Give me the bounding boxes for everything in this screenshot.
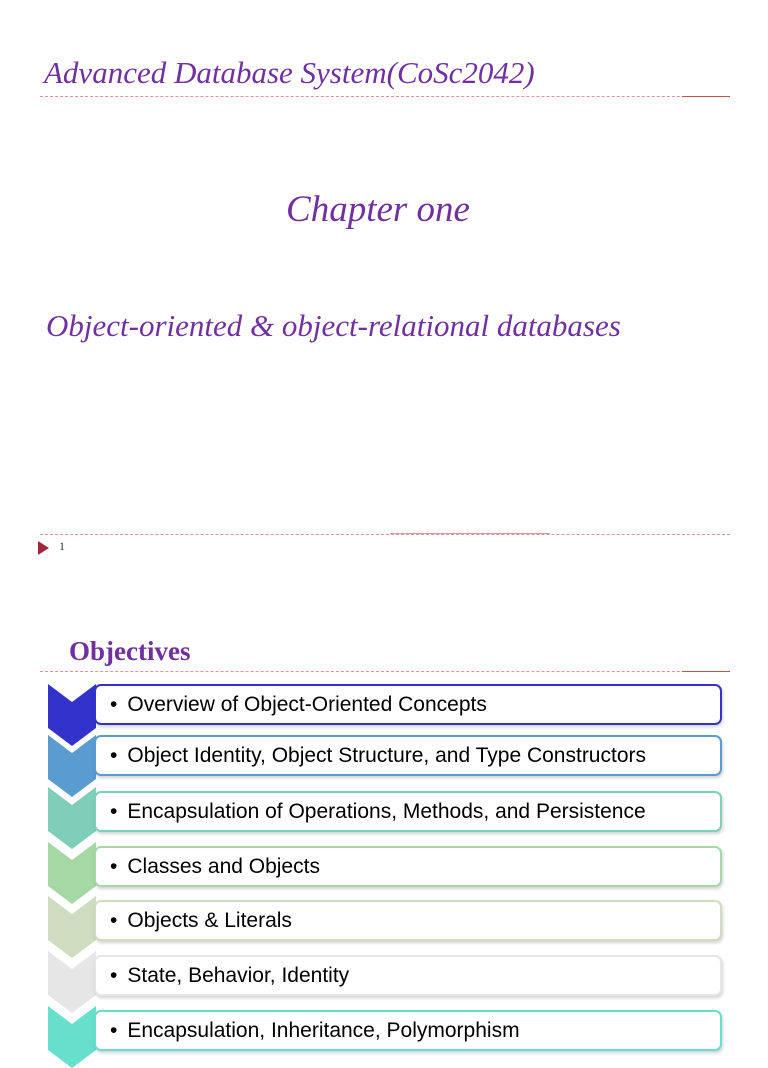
objectives-title: Objectives <box>69 636 191 666</box>
objective-chevron-icon <box>48 896 96 958</box>
objective-label: Encapsulation, Inheritance, Polymorphism <box>127 1018 520 1042</box>
bullet-icon: • <box>110 1018 118 1042</box>
objective-item <box>94 1010 722 1051</box>
chapter-heading: Chapter one <box>286 189 470 230</box>
bullet-icon: • <box>110 908 118 932</box>
title-divider <box>40 96 730 97</box>
course-title: Advanced Database System(CoSc2042) <box>44 55 535 90</box>
title-divider-accent <box>682 96 730 97</box>
footer-divider-accent <box>390 533 550 534</box>
bullet-icon: • <box>110 854 118 878</box>
objective-label: Encapsulation of Operations, Methods, and Persistence <box>127 799 646 823</box>
objective-chevron-icon <box>48 684 96 746</box>
objective-item <box>94 684 722 725</box>
bullet-icon: • <box>110 743 118 767</box>
objective-item <box>94 735 722 776</box>
objective-chevron-icon <box>48 1006 96 1068</box>
page-number: 1 <box>59 539 65 553</box>
objective-item <box>94 791 722 832</box>
objective-chevron-icon <box>48 951 96 1013</box>
objective-label: State, Behavior, Identity <box>127 963 350 987</box>
bullet-icon: • <box>110 963 118 987</box>
bullet-icon: • <box>110 692 118 716</box>
objective-item <box>94 846 722 887</box>
objective-chevron-icon <box>48 842 96 904</box>
chapter-subtitle: Object-oriented & object-relational databases <box>46 308 621 343</box>
objectives-divider-accent <box>682 671 730 672</box>
objective-label: Classes and Objects <box>127 854 320 878</box>
objectives-divider <box>40 671 730 672</box>
objective-item <box>94 900 722 941</box>
objective-label: Objects & Literals <box>127 908 292 932</box>
objective-label: Overview of Object-Oriented Concepts <box>127 692 487 716</box>
objective-label: Object Identity, Object Structure, and Type Constructors <box>127 743 646 767</box>
objective-item <box>94 955 722 996</box>
play-marker-icon <box>38 541 49 555</box>
objectives-slide <box>0 580 768 1042</box>
footer-divider <box>40 534 730 535</box>
bullet-icon: • <box>110 799 118 823</box>
